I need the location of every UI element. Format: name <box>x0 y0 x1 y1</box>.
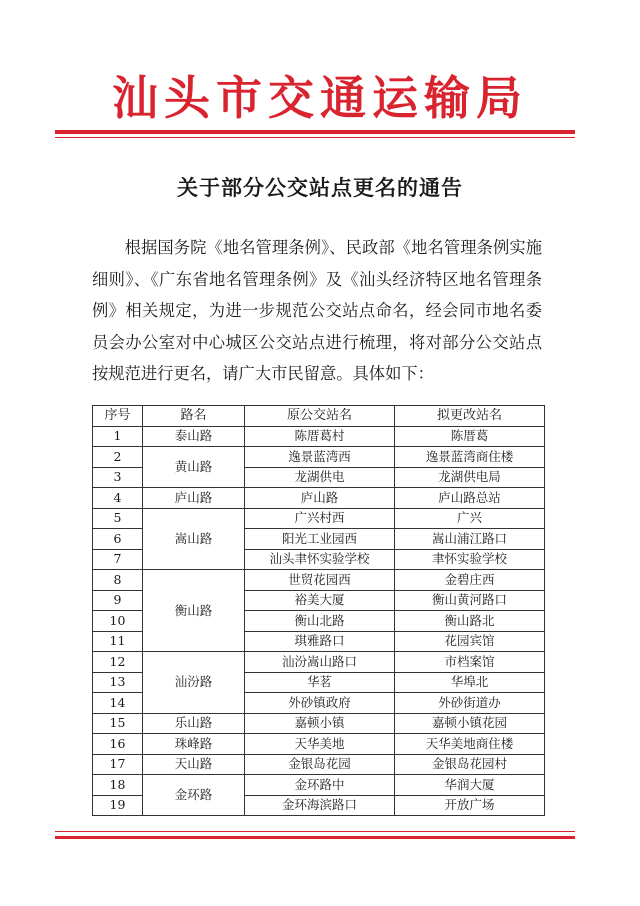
row-number: 6 <box>93 529 143 550</box>
row-number: 4 <box>93 488 143 509</box>
new-station-name: 逸景蓝湾商住楼 <box>395 447 545 468</box>
row-number: 10 <box>93 611 143 632</box>
road-name: 天山路 <box>143 754 245 775</box>
row-number: 3 <box>93 467 143 488</box>
row-number: 14 <box>93 693 143 714</box>
row-number: 17 <box>93 754 143 775</box>
new-station-name: 聿怀实验学校 <box>395 549 545 570</box>
table-row <box>93 734 545 755</box>
road-name: 衡山路 <box>143 570 245 652</box>
row-number: 19 <box>93 795 143 816</box>
old-station-name: 金银岛花园 <box>245 754 395 775</box>
row-number: 1 <box>93 426 143 447</box>
old-station-name: 华茗 <box>245 672 395 693</box>
table-row <box>93 426 545 447</box>
row-number: 11 <box>93 631 143 652</box>
old-station-name: 陈厝葛村 <box>245 426 395 447</box>
table-row <box>93 488 545 509</box>
new-station-name: 花园宾馆 <box>395 631 545 652</box>
old-station-name: 汕汾嵩山路口 <box>245 652 395 673</box>
new-station-name: 金银岛花园村 <box>395 754 545 775</box>
new-station-name: 金碧庄西 <box>395 570 545 591</box>
old-station-name: 世贸花园西 <box>245 570 395 591</box>
footer-rule-thick <box>55 836 575 839</box>
road-name: 黄山路 <box>143 447 245 488</box>
letterhead-rule-thin <box>55 137 575 138</box>
old-station-name: 龙湖供电 <box>245 467 395 488</box>
old-station-name: 衡山北路 <box>245 611 395 632</box>
new-station-name: 嘉顿小镇花园 <box>395 713 545 734</box>
new-station-name: 庐山路总站 <box>395 488 545 509</box>
new-station-name: 天华美地商住楼 <box>395 734 545 755</box>
road-name: 庐山路 <box>143 488 245 509</box>
table-row <box>93 570 545 591</box>
road-name: 泰山路 <box>143 426 245 447</box>
road-name: 珠峰路 <box>143 734 245 755</box>
road-name: 嵩山路 <box>143 508 245 570</box>
table-header-row <box>93 406 545 427</box>
row-number: 8 <box>93 570 143 591</box>
row-number: 15 <box>93 713 143 734</box>
footer-rule-thin <box>55 831 575 832</box>
new-station-name: 外砂街道办 <box>395 693 545 714</box>
header-road: 路名 <box>143 406 245 427</box>
header-old-name: 原公交站名 <box>245 406 395 427</box>
table-row <box>93 713 545 734</box>
new-station-name: 市档案馆 <box>395 652 545 673</box>
road-name: 金环路 <box>143 775 245 816</box>
new-station-name: 华埠北 <box>395 672 545 693</box>
table-row <box>93 652 545 673</box>
row-number: 18 <box>93 775 143 796</box>
table-row <box>93 775 545 796</box>
old-station-name: 广兴村西 <box>245 508 395 529</box>
road-name: 乐山路 <box>143 713 245 734</box>
new-station-name: 衡山黄河路口 <box>395 590 545 611</box>
table-row <box>93 508 545 529</box>
new-station-name: 开放广场 <box>395 795 545 816</box>
old-station-name: 庐山路 <box>245 488 395 509</box>
new-station-name: 陈厝葛 <box>395 426 545 447</box>
row-number: 12 <box>93 652 143 673</box>
header-no: 序号 <box>93 406 143 427</box>
old-station-name: 金环路中 <box>245 775 395 796</box>
row-number: 9 <box>93 590 143 611</box>
old-station-name: 嘉顿小镇 <box>245 713 395 734</box>
table-body <box>93 426 545 816</box>
table-row <box>93 447 545 468</box>
new-station-name: 衡山路北 <box>395 611 545 632</box>
header-new-name: 拟更改站名 <box>395 406 545 427</box>
table-row <box>93 754 545 775</box>
old-station-name: 外砂镇政府 <box>245 693 395 714</box>
letterhead-org-name: 汕头市交通运输局 <box>112 71 528 125</box>
old-station-name: 裕美大厦 <box>245 590 395 611</box>
old-station-name: 琪雅路口 <box>245 631 395 652</box>
old-station-name: 阳光工业园西 <box>245 529 395 550</box>
row-number: 7 <box>93 549 143 570</box>
new-station-name: 华润大厦 <box>395 775 545 796</box>
new-station-name: 嵩山浦江路口 <box>395 529 545 550</box>
new-station-name: 龙湖供电局 <box>395 467 545 488</box>
old-station-name: 汕头聿怀实验学校 <box>245 549 395 570</box>
old-station-name: 逸景蓝湾西 <box>245 447 395 468</box>
row-number: 13 <box>93 672 143 693</box>
letterhead-rule-thick <box>55 130 575 134</box>
old-station-name: 天华美地 <box>245 734 395 755</box>
new-station-name: 广兴 <box>395 508 545 529</box>
old-station-name: 金环海滨路口 <box>245 795 395 816</box>
row-number: 2 <box>93 447 143 468</box>
row-number: 16 <box>93 734 143 755</box>
notice-body: 根据国务院《地名管理条例》、民政部《地名管理条例实施细则》、《广东省地名管理条例》及《汕头经济特区地名管理条例》相关规定，为进一步规范公交站点命名，经会同市地名委员会办公室对中心城区公交站点进行梳理，将对部分公交站点按规范进行更名，请广大市民留意。具体如下： <box>92 238 542 383</box>
row-number: 5 <box>93 508 143 529</box>
station-rename-table <box>92 405 545 816</box>
notice-title: 关于部分公交站点更名的通告 <box>177 175 463 200</box>
road-name: 汕汾路 <box>143 652 245 714</box>
